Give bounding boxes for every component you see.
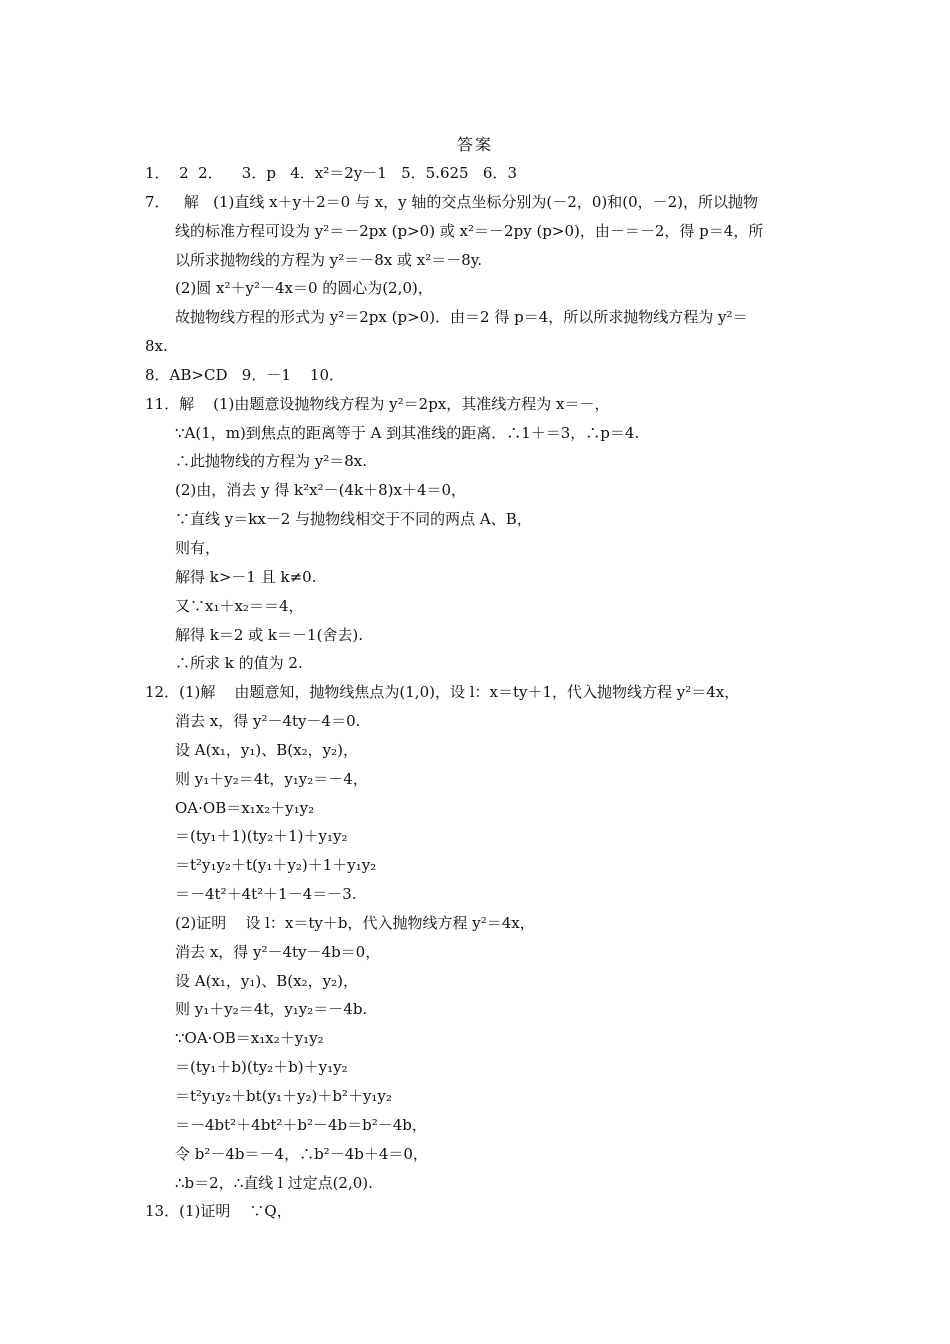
- answer-line: 则 y₁＋y₂＝4t，y₁y₂＝－4，: [175, 769, 368, 788]
- answer-line: ＝－4t²＋4t²＋1－4＝－3.: [175, 885, 357, 904]
- answer-line: 解得 k>－1 且 k≠0.: [175, 567, 317, 586]
- answer-line: 8x.: [145, 337, 168, 356]
- answer-line: 则有，: [175, 538, 221, 557]
- answer-line: ＝t²y₁y₂＋bt(y₁＋y₂)＋b²＋y₁y₂: [175, 1087, 392, 1105]
- answer-line: 12．(1)解 由题意知，抛物线焦点为(1,0)，设 l：x＝ty＋1，代入抛物线方程 y²＝4x，: [145, 683, 740, 702]
- answer-line: 8．AB>CD 9．－1 10．: [145, 365, 345, 384]
- answer-line: OA·OB＝x₁x₂＋y₁y₂: [175, 798, 315, 817]
- answer-line: ＝(ty₁＋1)(ty₂＋1)＋y₁y₂: [175, 827, 348, 846]
- answer-line: 11．解 (1)由题意设抛物线方程为 y²＝2px，其准线方程为 x＝－，: [145, 394, 610, 413]
- answer-line: 13．(1)证明 ∵Q，: [145, 1202, 292, 1221]
- answer-line: (2)圆 x²＋y²－4x＝0 的圆心为(2,0)，: [175, 279, 433, 298]
- answer-line: 线的标准方程可设为 y²＝－2px (p>0) 或 x²＝－2py (p>0)，由－＝－2，得 p＝4，所: [175, 221, 764, 240]
- answer-line: 设 A(x₁，y₁)、B(x₂，y₂)，: [175, 740, 358, 759]
- answer-line: ＝－4bt²＋4bt²＋b²－4b＝b²－4b，: [175, 1115, 427, 1134]
- answer-line: ∴b＝2，∴直线 l 过定点(2,0).: [175, 1173, 373, 1192]
- answer-line: (2)由，消去 y 得 k²x²－(4k＋8)x＋4＝0，: [175, 481, 467, 500]
- page-title: 答案: [456, 135, 493, 154]
- answer-line: ∵A(1，m)到焦点的距离等于 A 到其准线的距离．∴1＋＝3，∴p＝4.: [175, 423, 640, 442]
- answer-line: 故抛物线方程的形式为 y²＝2px (p>0)．由＝2 得 p＝4，所以所求抛物线方程为 y²＝: [175, 308, 748, 327]
- answer-line: 以所求抛物线的方程为 y²＝－8x 或 x²＝－8y.: [175, 250, 483, 269]
- answer-line: 7． 解 (1)直线 x＋y＋2＝0 与 x，y 轴的交点坐标分别为(－2，0)和(0，－2)，所以抛物: [145, 192, 759, 211]
- answer-line: ∵直线 y＝kx－2 与抛物线相交于不同的两点 A、B，: [175, 510, 532, 529]
- answer-line: 解得 k＝2 或 k＝－1(舍去).: [175, 625, 364, 644]
- answer-line: ＝(ty₁＋b)(ty₂＋b)＋y₁y₂: [175, 1058, 348, 1077]
- answer-line: 令 b²－4b＝－4，∴b²－4b＋4＝0，: [175, 1144, 428, 1163]
- answer-line: 1． 2 2． 3．p 4．x²＝2y－1 5．5.625 6．3: [145, 164, 517, 182]
- answer-lines: [145, 159, 845, 1226]
- answer-line: ∵OA·OB＝x₁x₂＋y₁y₂: [175, 1029, 324, 1048]
- answer-line: 又∵x₁＋x₂＝＝4，: [175, 596, 304, 615]
- answer-line: 则 y₁＋y₂＝4t，y₁y₂＝－4b.: [175, 1000, 368, 1019]
- answer-line: ∴此抛物线的方程为 y²＝8x.: [175, 452, 368, 471]
- answer-line: (2)证明 设 l：x＝ty＋b，代入抛物线方程 y²＝4x，: [175, 913, 535, 932]
- answer-line: 设 A(x₁，y₁)、B(x₂，y₂)，: [175, 971, 358, 990]
- answer-line: ＝t²y₁y₂＋t(y₁＋y₂)＋1＋y₁y₂: [175, 856, 377, 875]
- answer-line: ∴所求 k 的值为 2.: [175, 654, 303, 673]
- answer-line: 消去 x，得 y²－4ty－4b＝0，: [175, 942, 381, 961]
- answer-line: 消去 x，得 y²－4ty－4＝0.: [175, 712, 361, 731]
